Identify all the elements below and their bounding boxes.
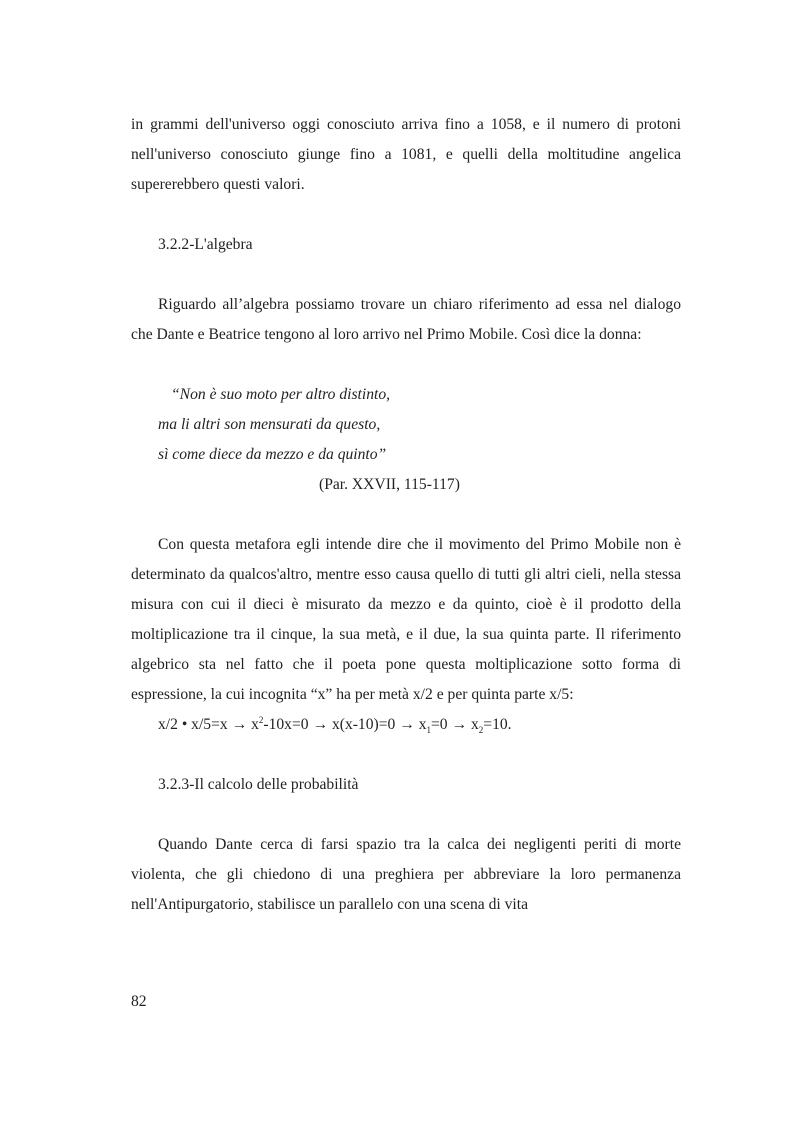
page-body <box>131 110 681 920</box>
page-number: 82 <box>131 993 147 1010</box>
section-heading-algebra: 3.2.2-L'algebra <box>158 236 253 253</box>
verse-line-3: sì come diece da mezzo e da quinto” <box>158 446 387 463</box>
formula-part-1: x/2 • x/5=x → x <box>158 716 259 733</box>
formula-subscript-2: 2 <box>478 725 484 736</box>
paragraph-probability-intro: Quando Dante cerca di farsi spazio tra la calca dei negligenti periti di morte violenta, che gli chiedono di una preghiera per abbreviare la loro permanenza nell'Antipurgatorio, stabilisce un parallelo con una scena di vita <box>131 836 681 913</box>
formula-part-3: =0 → x <box>431 716 479 733</box>
spacer <box>131 740 681 770</box>
formula-part-2: -10x=0 → x(x-10)=0 → x <box>263 716 427 733</box>
formula-exponent: 2 <box>258 714 264 725</box>
formula-subscript-1: 1 <box>426 725 432 736</box>
spacer <box>131 200 681 230</box>
verse-quote <box>131 380 681 500</box>
paragraph-algebra-intro: Riguardo all’algebra possiamo trovare un chiaro riferimento ad essa nel dialogo che Dante e Beatrice tengono al loro arrivo nel Primo Mobile. Così dice la donna: <box>131 296 681 343</box>
spacer <box>131 260 681 290</box>
spacer <box>131 800 681 830</box>
algebraic-formula <box>131 710 681 740</box>
spacer <box>131 500 681 530</box>
formula-part-4: =10. <box>483 716 512 733</box>
spacer <box>131 350 681 380</box>
paragraph-metaphor: Con questa metafora egli intende dire che il movimento del Primo Mobile non è determinato da qualcos'altro, mentre esso causa quello di tutti gli altri cieli, nella stessa misura con cui il dieci è misurato da mezzo e da quinto, cioè è il prodotto della moltiplicazione tra il cinque, la sua metà, e il due, la sua quinta parte. Il riferimento algebrico sta nel fatto che il poeta pone questa moltiplicazione sotto forma di espressione, la cui incognita “x” ha per metà x/2 e per quinta parte x/5: <box>131 536 681 703</box>
verse-line-1: “Non è suo moto per altro distinto, <box>171 386 391 403</box>
verse-reference: (Par. XXVII, 115-117) <box>319 476 460 493</box>
verse-line-2: ma li altri son mensurati da questo, <box>158 416 381 433</box>
paragraph-continuation: in grammi dell'universo oggi conosciuto arriva fino a 1058, e il numero di protoni nell'universo conosciuto giunge fino a 1081, e quelli della moltitudine angelica supererebbero questi valori. <box>131 116 681 193</box>
section-heading-probability: 3.2.3-Il calcolo delle probabilità <box>158 776 359 793</box>
